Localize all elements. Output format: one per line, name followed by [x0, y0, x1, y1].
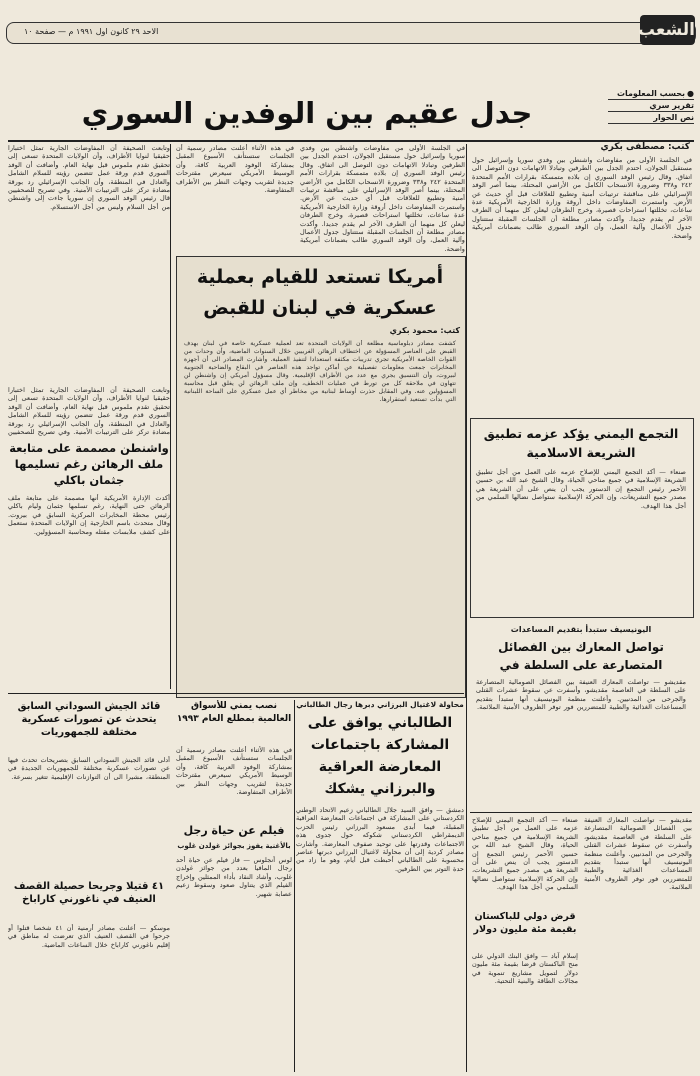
hostages-body: أكدت الإدارة الأمريكية أنها مصممة على متابعة ملف الرهائن حتى النهاية، رغم تسلمها جثمان وليام باكلي رئيس محطة المخابرات المركزية السابق في بيروت. وقال متحدث باسم الخارجية إن الولايات المتحدة ستعمل على كشف ملابسات مقتله ومحاسبة المسؤولين. [8, 494, 170, 536]
talabani-kicker: محاولة لاغتيال البرزاني دبرها رجال الطالباني [296, 700, 464, 709]
film-body: لوس أنجلوس — فاز فيلم عن حياة أحد رجال المافيا بعدد من جوائز غولدن غلوب، وأشاد النقاد بأداء الممثلين وإخراج الفيلم الذي يتناول صعود وسقوط زعيم عصابة شهير. [176, 856, 292, 898]
somalia-headline: تواصل المعارك بين الفصائل المتصارعة على السلطة في [498, 640, 664, 672]
main-body-cont: في الجلسة الأولى من مفاوضات واشنطن بين وفدي سوريا وإسرائيل حول مستقبل الجولان، احتدم الجدل بين الطرفين وتبادلا الاتهامات دون التوصل الى اتفاق. وقال رئيس الوفد السوري إن بلاده متمسكة بقرارات الأمم المتحدة ٢٤٢ و٣٣٨ وضرورة الانسحاب الكامل من الأراضي المحتلة، بينما أصر الوفد الإسرائيلي على مناقشة ترتيبات أمنية وتطبيع للعلاقات قبل أي حديث عن الأرض. واستمرت المفاوضات داخل أروقة وزارة الخارجية الأمريكية عدة ساعات، تخللتها استراحات قصيرة، وخرج الطرفان ليعلن كل منهما أن الطرف الآخر لم يقدم جديدا. وأكدت مصادر مطلعة أن الجلسات المقبلة ستتناول جدول الأعمال وآلية العمل، وأن الوفد السوري طالب بضمانات أمريكية واضحة. [300, 144, 465, 253]
misc-body: في هذه الأثناء أعلنت مصادر رسمية أن الجلسات ستستأنف الأسبوع المقبل بمشاركة الوفود العربية كافة، وأن الوسيط الأمريكي سيعرض مقترحات جديدة لتقريب وجهات النظر بين الأطراف المتفاوضة. [176, 144, 294, 195]
main-byline: كتب: مصطفى بكري [600, 142, 690, 152]
special-headline: أمريكا تستعد للقيام بعملية عسكرية في لبنان للقبض [196, 266, 444, 319]
karabakh-headline: ٤١ قتيلا وجريحا حصيلة القصف العنيف في ناغورني كاراباخ [13, 881, 165, 905]
talabani-body: دمشق — وافق السيد جلال الطالباني زعيم الاتحاد الوطني الكردستاني على المشاركة في اجتماعات المعارضة العراقية المقبلة، فيما أبدى مسعود البرزاني رئيس الحزب الديمقراطي الكردستاني شكوكه حول جدوى هذه الاجتماعات وقدرتها على توحيد صفوف المعارضة. وأشارت مصادر كردية إلى أن محاولة لاغتيال البرزاني دبرتها عناصر محسوبة على الطالباني أحبطت قبل أيام، وهو ما زاد من حدة التوتر بين الطرفين. [296, 806, 464, 873]
yemen-ad-headline: نصب يمني للأسواق العالمية بمطلع العام ١٩٩٣ [176, 701, 292, 724]
date-line: الاحد ٢٩ كانون اول ١٩٩١ م — صفحة ١٠ [24, 27, 159, 36]
main-body: في الجلسة الأولى من مفاوضات واشنطن بين وفدي سوريا وإسرائيل حول مستقبل الجولان، احتدم الجدل بين الطرفين وتبادلا الاتهامات دون التوصل الى اتفاق. وقال رئيس الوفد السوري إن بلاده متمسكة بقرارات الأمم المتحدة ٢٤٢ و٣٣٨ وضرورة الانسحاب الكامل من الأراضي المحتلة، بينما أصر الوفد الإسرائيلي على مناقشة ترتيبات أمنية وتطبيع للعلاقات قبل أي حديث عن الأرض. واستمرت المفاوضات داخل أروقة وزارة الخارجية الأمريكية عدة ساعات، تخللتها استراحات قصيرة، وخرج الطرفان ليعلن كل منهما أن الطرف الآخر لم يقدم جديدا. وأكدت مصادر مطلعة أن الجلسات المقبلة ستتناول جدول الأعمال وآلية العمل، وأن الوفد السوري طالب بضمانات أمريكية واضحة. [472, 156, 692, 240]
left-body: وتابعت الصحيفة أن المفاوضات الجارية تمثل اختبارا حقيقيا لنوايا الأطراف، وأن الولايات المتحدة تسعى إلى تحقيق تقدم ملموس قبل نهاية العام. وأضافت أن الوفد السوري قدم ورقة عمل تتضمن رؤيته للسلام الشامل والعادل في المنطقة، وأن الجانب الإسرائيلي رد بورقة مضادة تركز على الترتيبات الأمنية. وفي تصريح للصحفيين قال رئيس الوفد السوري إن سوريا جاءت إلى واشنطن من أجل السلام وليس من أجل الاستسلام. [8, 144, 170, 211]
somalia-body: مقديشو — تواصلت المعارك العنيفة بين الفصائل الصومالية المتصارعة على السلطة في العاصمة مقديشو، وأسفرت عن سقوط عشرات القتلى والجرحى من المدنيين. وأعلنت منظمة اليونيسيف أنها ستبدأ بتقديم المساعدات الغذائية والطبية للمتضررين فور توفر الظروف الأمنية الملائمة. [476, 678, 686, 712]
misc-body-2: في هذه الأثناء أعلنت مصادر رسمية أن الجلسات ستستأنف الأسبوع المقبل بمشاركة الوفود العربية كافة، وأن الوسيط الأمريكي سيعرض مقترحات جديدة لتقريب وجهات النظر بين الأطراف المتفاوضة. [176, 746, 292, 797]
yemen-headline: التجمع اليمني يؤكد عزمه تطبيق الشريعة الاسلامية [483, 426, 679, 460]
main-headline: جدل عقيم بين الوفدين السوري [81, 96, 533, 130]
hostages-headline: واشنطن مصممة على متابعة ملف الرهائن رغم تسليمها جثمان باكلي [9, 441, 169, 487]
sudan-headline: قائد الجيش السوداني السابق يتحدث عن تصورات عسكرية مختلفة للجمهوريات [17, 701, 161, 738]
somalia-kicker: اليونيسيف ستبدأ بتقديم المساعدات [510, 625, 652, 634]
loan-headline: قرض دولي للباكستان بقيمة مئة مليون دولار [473, 911, 577, 935]
talabani-headline: الطالباني يوافق على المشاركة باجتماعات المعارضة العراقية والبرزاني يشكك [307, 715, 453, 797]
yemen-body: صنعاء — أكد التجمع اليمني للإصلاح عزمه على العمل من أجل تطبيق الشريعة الإسلامية في جميع مناحي الحياة، وقال الشيخ عبد الله بن حسين الأحمر رئيس التجمع إن الدستور يجب أن ينص على أن الشريعة هي مصدر جميع التشريعات، وإن الحركة الإسلامية ستواصل نضالها السلمي من أجل هذا الهدف. [476, 468, 686, 510]
tag-3: نص الحوار [608, 112, 694, 124]
tag-1: ● بحسب المعلومات [608, 88, 694, 100]
special-body: كشفت مصادر دبلوماسية مطلعة أن الولايات المتحدة تعد لعملية عسكرية خاصة في لبنان بهدف القبض على العناصر المسؤولة عن اختطاف الرهائن الغربيين خلال السنوات الماضية، وأن وحدات من القوات الخاصة الأمريكية تجري تدريبات مكثفة استعدادا لتنفيذ العملية. وأشارت المصادر الى أن أجهزة المخابرات جمعت معلومات تفصيلية عن أماكن تواجد هذه العناصر في البقاع والضاحية الجنوبية لبيروت، وأن التنسيق يجري مع عدد من الأطراف الإقليمية. وقال مسؤول أمريكي إن واشنطن لن تتهاون في ملاحقة كل من تورط في عمليات الخطف، وإن ملف الرهائن لن يغلق قبل محاسبة المسؤولين عنه. وفي المقابل حذرت أوساط لبنانية من مخاطر أي عمل عسكري على الساحة اللبنانية التي بدأت تستعيد استقرارها. [184, 340, 456, 403]
somalia-body-cont: مقديشو — تواصلت المعارك العنيفة بين الفصائل الصومالية المتصارعة على السلطة في العاصمة مقديشو، وأسفرت عن سقوط عشرات القتلى والجرحى من المدنيين. وأعلنت منظمة اليونيسيف أنها ستبدأ بتقديم المساعدات الغذائية والطبية للمتضررين فور توفر الظروف الأمنية الملائمة. [584, 816, 692, 892]
special-byline: كتب: محمود بكري [389, 326, 460, 335]
film-kicker: بالأغنية يفوز بجوائز غولدن غلوب [177, 842, 291, 850]
tag-2: تقرير سري [608, 100, 694, 112]
sudan-body: أدلى قائد الجيش السوداني السابق بتصريحات تحدث فيها عن تصورات عسكرية مختلفة للجمهوريات الجديدة في المنطقة، مشيرا الى أن التوازنات الإقليمية تتغير بسرعة. [8, 756, 170, 781]
loan-body: إسلام آباد — وافق البنك الدولي على منح الباكستان قرضا بقيمة مئة مليون دولار لتمويل مشاريع تنموية في مجالات الطاقة والبنية التحتية. [472, 952, 578, 986]
karabakh-body: موسكو — أعلنت مصادر أرمنية أن ٤١ شخصا قتلوا أو جرحوا في القصف العنيف الذي تعرضت له مناطق في إقليم ناغورني كاراباخ خلال الساعات الماضية. [8, 924, 170, 949]
film-headline: فيلم عن حياة رجل [183, 824, 285, 837]
yemen-body-cont: صنعاء — أكد التجمع اليمني للإصلاح عزمه على العمل من أجل تطبيق الشريعة الإسلامية في جميع مناحي الحياة، وقال الشيخ عبد الله بن حسين الأحمر رئيس التجمع إن الدستور يجب أن ينص على أن الشريعة هي مصدر جميع التشريعات، وإن الحركة الإسلامية ستواصل نضالها السلمي من أجل هذا الهدف. [472, 816, 578, 892]
header-tags [608, 88, 694, 124]
left-body-cont: وتابعت الصحيفة أن المفاوضات الجارية تمثل اختبارا حقيقيا لنوايا الأطراف، وأن الولايات المتحدة تسعى إلى تحقيق تقدم ملموس قبل نهاية العام. وأضافت أن الوفد السوري قدم ورقة عمل تتضمن رؤيته للسلام الشامل والعادل في المنطقة، وأن الجانب الإسرائيلي رد بورقة مضادة تركز على الترتيبات الأمنية. وفي تصريح للصحفيين [8, 386, 170, 436]
logo: الشعب [640, 15, 695, 45]
